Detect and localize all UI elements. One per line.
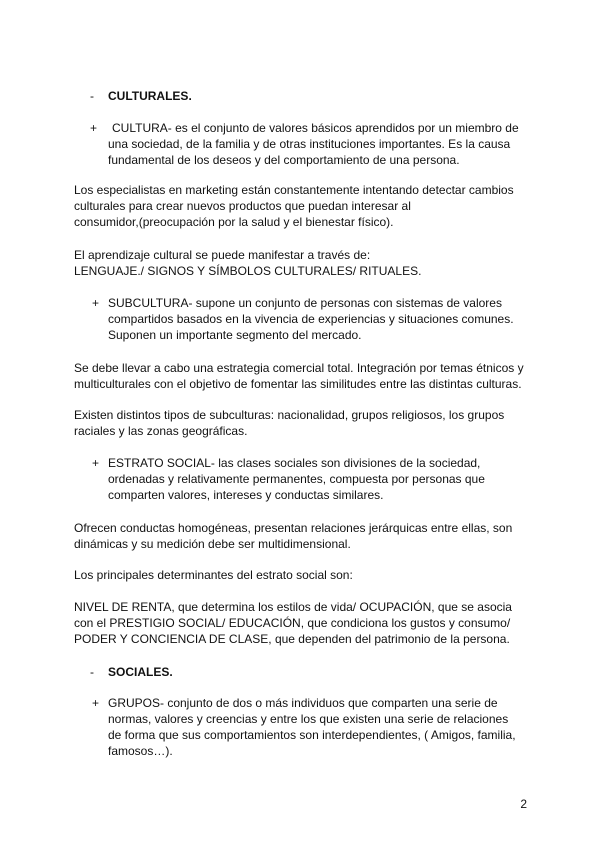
- paragraph-tipos-line-1: Existen distintos tipos de subculturas: nacionalidad, grupos religiosos, los grupos: [74, 408, 505, 422]
- paragraph-nivel-renta-line-3: PODER Y CONCIENCIA DE CLASE, que dependen del patrimonio de la persona.: [74, 632, 510, 646]
- estrato-social-line-2: ordenadas y relativamente permanentes, compuesta por personas que: [108, 472, 485, 486]
- subcultura-line-3: Suponen un importante segmento del mercado.: [108, 328, 362, 342]
- paragraph-determinantes-line-1: Los principales determinantes del estrato social son:: [74, 568, 353, 582]
- paragraph-conductas-line-2: dinámicas y su medición debe ser multidimensional.: [74, 537, 351, 551]
- grupos-line-4: famosos…).: [108, 744, 173, 758]
- grupos-line-3: de forma que sus comportamientos son interdependientes, ( Amigos, familia,: [108, 728, 516, 742]
- bullet-marker-cultura: +: [90, 121, 98, 135]
- bullet-marker-subcultura: +: [92, 296, 100, 310]
- subcultura-line-1: SUBCULTURA- supone un conjunto de personas con sistemas de valores: [108, 296, 502, 310]
- paragraph-nivel-renta-line-1: NIVEL DE RENTA, que determina los estilos de vida/ OCUPACIÓN, que se asocia: [74, 600, 512, 614]
- heading-culturales: CULTURALES.: [108, 89, 192, 103]
- subcultura-line-2: compartidos basados en la vivencia de experiencias y situaciones comunes.: [108, 312, 514, 326]
- cultura-line-2: una sociedad, de la familia y de otras instituciones importantes. Es la causa: [108, 137, 511, 151]
- paragraph-marketing-line-2: culturales para crear nuevos productos que puedan interesar al: [74, 199, 411, 213]
- page-number: 2: [520, 797, 527, 811]
- grupos-line-1: GRUPOS- conjunto de dos o más individuos que comparten una serie de: [108, 696, 498, 710]
- estrato-social-line-3: comparten valores, intereses y conductas similares.: [108, 488, 384, 502]
- paragraph-marketing-line-3: consumidor,(preocupación por la salud y el bienestar físico).: [74, 215, 394, 229]
- heading-dash-sociales: -: [90, 665, 94, 679]
- paragraph-estrategia-line-2: multiculturales con el objetivo de fomentar las similitudes entre las distintas culturas.: [74, 377, 522, 391]
- cultura-line-3: fundamental de los deseos y del comportamiento de una persona.: [108, 153, 460, 167]
- cultura-line-1: CULTURA- es el conjunto de valores básicos aprendidos por un miembro de: [112, 121, 519, 135]
- paragraph-nivel-renta-line-2: con el PRESTIGIO SOCIAL/ EDUCACIÓN, que condiciona los gustos y consumo/: [74, 616, 511, 630]
- paragraph-estrategia-line-1: Se debe llevar a cabo una estrategia comercial total. Integración por temas étnicos y: [74, 361, 524, 375]
- paragraph-aprendizaje-line-2: LENGUAJE./ SIGNOS Y SÍMBOLOS CULTURALES/ RITUALES.: [74, 264, 422, 278]
- grupos-line-2: normas, valores y creencias y entre los que existen una serie de relaciones: [108, 712, 509, 726]
- paragraph-aprendizaje-line-1: El aprendizaje cultural se puede manifestar a través de:: [74, 248, 371, 262]
- paragraph-tipos-line-2: raciales y las zonas geográficas.: [74, 424, 248, 438]
- estrato-social-line-1: ESTRATO SOCIAL- las clases sociales son divisiones de la sociedad,: [108, 456, 481, 470]
- paragraph-conductas-line-1: Ofrecen conductas homogéneas, presentan relaciones jerárquicas entre ellas, son: [74, 521, 513, 535]
- bullet-marker-grupos: +: [92, 696, 100, 710]
- heading-dash-culturales: -: [90, 89, 94, 103]
- paragraph-marketing-line-1: Los especialistas en marketing están constantemente intentando detectar cambios: [74, 183, 514, 197]
- bullet-marker-estrato-social: +: [92, 456, 100, 470]
- heading-sociales: SOCIALES.: [108, 665, 173, 679]
